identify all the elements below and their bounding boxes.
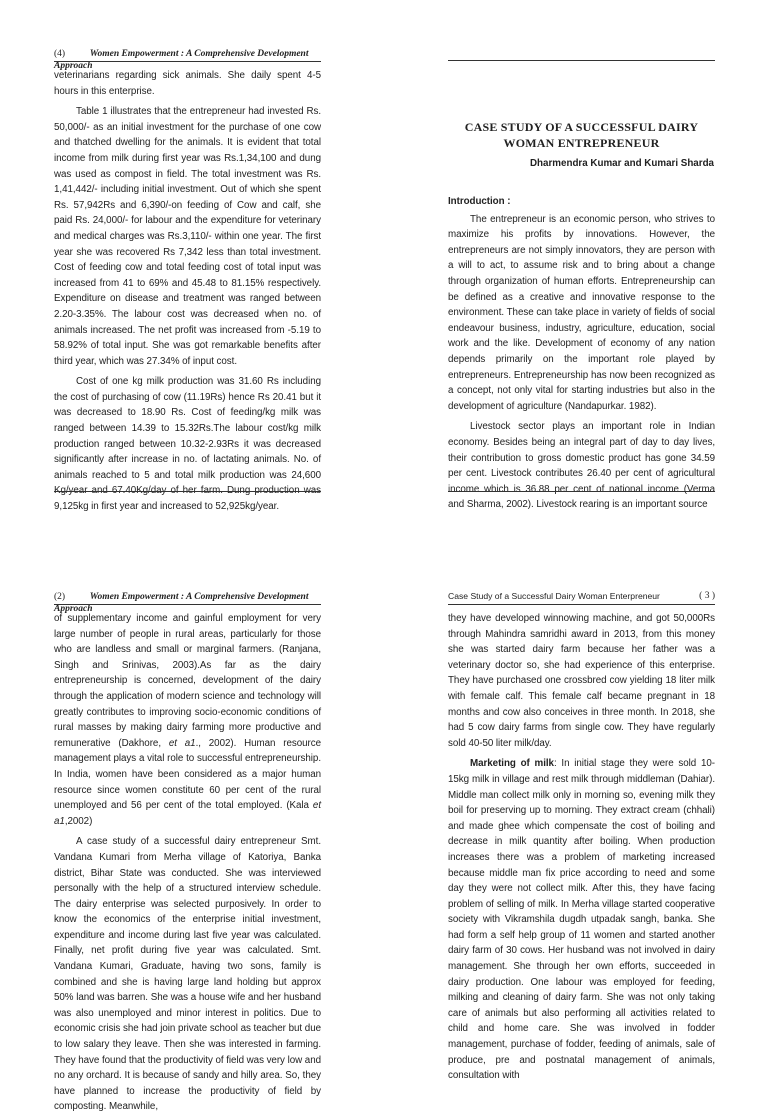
paragraph: A case study of a successful dairy entrepreneur Smt. Vandana Kumari from Merha village of Katoriya, Banka district, Bihar State was conducted. She was interviewed personally with the help of a structured interview schedule. The dairy enterprise was selected purposively. In order to know the economics of the enterprise initial investment, expenditure and income during last five year was calculated. Finally, net profit during five year was calculated. Smt. Vandana Kumari, Graduate, having two sons, family is combined and she is having large land holding but approx 50% land was barren. She was a house wife and her husband was also unemployed and minor interest in politics. Due to economic crisis she had join private school as teacher but due to low salary they leave. Then she was interested in farming. They have found that the productivity of field was very low and no any orchard. It is because of sandy and hilly area. So, they have planned to increase the productivity of field by composting. Meanwhile, (54, 836, 321, 1113)
text-run: : In initial stage they were sold 10-15kg milk in village and rest milk through middleman (Dahiar). Middle man collect milk only in morning so, evening milk they boil for preserving up to morning. They extract cream (chhali) and made ghee which compensate the cost of boiling and decrease in milk quantity after boiling. When production increases there was a problem of marketing increased because middle man fix price according to need and some day they were not collect milk. After this, they have facing problem of selling of milk. In Merha village started cooperative society with Vikramshila dugdh utpadak sangh, banka. She had form a self help group of 11 women and started another dairy farm of 30 cows. Her husband was not involved in dairy management. She through her own efforts, succeeded in dairy production. One labour was employed for feeding, milking and cleaning of dairy farm. She was not only taking care of animals but also performing all activities related to child and home care. She was involved in fodder management, purchase of fodder, feeding of animals, sale of produce, pre and postnatal management of animals, consultation with (448, 758, 716, 1082)
paragraph (448, 756, 715, 1083)
section-heading: Introduction : (448, 196, 511, 207)
section-heading: Marketing of milk (470, 758, 554, 770)
page-3-header (448, 591, 715, 602)
page-3 (384, 512, 768, 1082)
page-3-body (448, 611, 715, 1089)
paragraph: veterinarians regarding sick animals. She daily spent 4-5 hours in this enterprise. (54, 70, 321, 97)
title-line: CASE STUDY OF A SUCCESSFUL DAIRY (464, 120, 699, 134)
paragraph: Livestock sector plays an important role in Indian economy. Besides being an integral part of day to day lives, their contribution to gross domestic product has gone 34.59 per cent. Livestock contributes 26.40 per cent of agricultural income which is 36.88 per cent of national income (Verma and Sharma, 2002). Livestock rearing is an important source (448, 421, 715, 511)
paragraph: Table 1 illustrates that the entrepreneur had invested Rs. 50,000/- as an initial investment for the purchase of one cow and thatched dwelling for the animals. It is evident that total income from milk during first year was Rs.1,34,100 and dung was used as compost in field. The total investment was Rs. 1,41,442/- including initial investment. Out of which she spent Rs. 57,942Rs and 6,390/-on feeding of Cow and calf, she paid Rs. 24,000/- for labour and the expenditure for veterinary and medical charges was Rs.3,110/- within one year. The first year she was recovered Rs 7,342 less than total investment. Cost of feeding cow and total feeding cost of total input was increased from 41 to 69% and 45.48 to 81.15% respectively. Expenditure on disease and treatment was ranged between 2.20-3.35%. The labour cost was decreased when no. of animals increased. The net profit was increased from -5.19 to 58.92% of total input. She was got remarkable benefits after third year, which was 27.34% of input cost. (54, 106, 321, 367)
text-run: et a1 (54, 800, 321, 827)
paragraph: they have developed winnowing machine, and got 50,000Rs through Mahindra samridhi award in 2013, from this money she was started dairy farm because her father was a veterinary doctor so, she had experience of this enterprise. They have purchased one crossbred cow yielding 18 liter milk with female calf. This female calf became pregnant in 18 months and cow also conceives in three month. In 2018, she had 5 cow dairy farms from single cow. They have regularly sold 40-50 liter milk/day. (448, 613, 715, 749)
page-2 (0, 512, 384, 1113)
paragraph (54, 611, 321, 829)
title-line: WOMAN ENTREPRENEUR (503, 136, 660, 150)
page-2-body (54, 611, 321, 1120)
text-run: ., 2002). Human resource management plays a vital role to successful entrepreneurship. In India, women have been considered as a major human resource since women constitute 60 per cent of the rural unemployed and 56 per cent of the total employed. (Kala (54, 737, 321, 812)
article-title (448, 119, 715, 151)
text-run: of supplementary income and gainful employment for very large number of people in rural areas, particularly for those who are landless and small or marginal farmers. (Ranjana, Singh and Srinivas, 2003).As far as the dairy entrepreneurship is concerned, development of the dairy through the application of modern science and technology will greatly contributes to improving socio-economic conditions of rural masses by making dairy farming more productive and remunerative (Dakhore, (54, 613, 321, 749)
page-number: ( 3 ) (699, 591, 715, 601)
running-title: Women Empowerment : A Comprehensive Development Approach (54, 592, 309, 614)
header-rule (54, 604, 321, 605)
page-1 (384, 0, 768, 512)
page-number: (4) (54, 49, 66, 59)
footer-rule (448, 491, 715, 492)
text-run: et a1 (168, 737, 196, 749)
page-4-body (54, 68, 321, 520)
page-1-body (448, 194, 715, 518)
header-rule (54, 61, 321, 62)
running-title: Case Study of a Successful Dairy Woman Enterpreneur (448, 591, 660, 601)
page-number: (2) (54, 592, 66, 602)
text-run: ,2002) (64, 815, 93, 827)
page-4 (0, 0, 384, 512)
footer-rule (54, 491, 321, 492)
paragraph: The entrepreneur is an economic person, who strives to maximize his profits by innovations. However, the entrepreneurs are not simply innovators, they are person with a will to act, to assume risk and to bring about a change through organization of human efforts. Entrepreneurship can be defined as a creative and innovative response to the environment. These can take place in variety of fields of social endeavour business, industry, agriculture, education, social work and the like. Development of economy of any nation depends primarily on the important role played by entrepreneurs. Entrepreneurship has now been recognized as a concept, not only vital for starting industries but also in the development of agriculture (Nandapurkar. 1982). (448, 213, 715, 412)
header-rule (448, 604, 715, 605)
paragraph: Cost of one kg milk production was 31.60 Rs including the cost of purchasing of cow (11.19Rs) hence Rs 20.41 but it was decreased to 18.90 Rs. Cost of feeding/kg milk was ranged between 14.39 to 15.32Rs.The labour cost/kg milk production ranged between 10.32-2.93Rs it was decreased significantly after increase in no. of lactating animals. No. of animals reached to 5 and total milk production was 24,600 Kg/year and 67.40Kg/day of her farm. Dung production was 9,125kg in first year and increased to 52,925kg/year. (54, 376, 321, 513)
authors: Dharmendra Kumar and Kumari Sharda (529, 158, 714, 169)
running-title: Women Empowerment : A Comprehensive Development Approach (54, 49, 309, 71)
header-rule (448, 60, 715, 61)
